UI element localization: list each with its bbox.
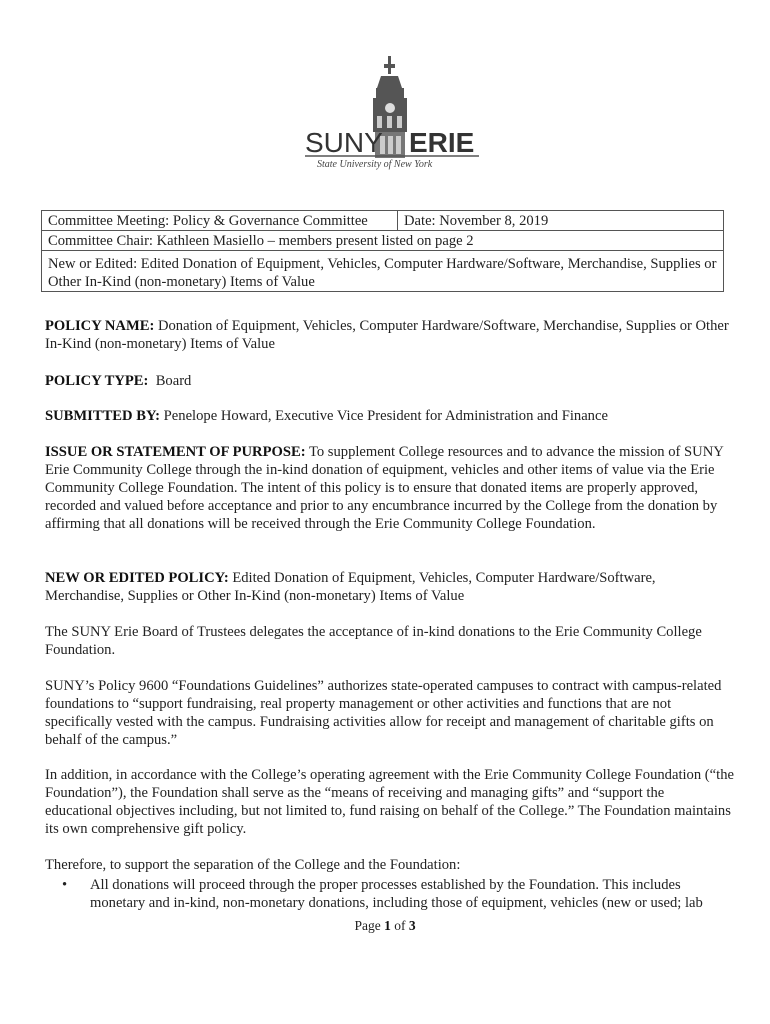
of-word: of	[390, 918, 409, 933]
paragraph-suny-policy	[45, 677, 735, 749]
logo-right-text: ERIE	[409, 127, 475, 158]
new-or-edited-policy-value: Edited Donation of Equipment, Vehicles, Computer Hardware/Software, Merchandise, Supplies or Other In-Kind (non-monetary) Items of Value	[45, 570, 656, 604]
committee-chair-cell: Committee Chair: Kathleen Masiello – members present listed on page 2	[42, 231, 724, 251]
committee-info-table	[41, 210, 724, 292]
new-or-edited-cell: New or Edited: Edited Donation of Equipment, Vehicles, Computer Hardware/Software, Merchandise, Supplies or Other In-Kind (non-monetary) Items of Value	[42, 251, 724, 292]
policy-type-label: POLICY TYPE:	[45, 373, 149, 389]
page-number	[0, 917, 770, 935]
paragraph-text: Therefore, to support the separation of the College and the Foundation:	[45, 857, 461, 873]
submitted-by-label: SUBMITTED BY:	[45, 408, 161, 424]
paragraph-operating-agreement	[45, 766, 735, 838]
committee-meeting-cell: Committee Meeting: Policy & Governance Committee	[42, 211, 398, 231]
policy-name-label: POLICY NAME:	[45, 318, 155, 334]
new-or-edited-policy-label: NEW OR EDITED POLICY:	[45, 570, 229, 586]
meeting-date-cell: Date: November 8, 2019	[398, 211, 724, 231]
paragraph-text: In addition, in accordance with the College’s operating agreement with the Erie Community College Foundation (“the Foundation”), the Foundation shall serve as the “means of receiving and managing gifts” and “support the educational objectives including, but not limited to, fund raising on behalf of the College.” The Foundation maintains its own comprehensive gift policy.	[45, 767, 734, 837]
policy-type-value: Board	[148, 373, 192, 389]
issue-label: ISSUE OR STATEMENT OF PURPOSE:	[45, 444, 306, 460]
submitted-by-value: Penelope Howard, Executive Vice President for Administration and Finance	[160, 408, 608, 424]
logo-tagline: State University of New York	[317, 159, 433, 170]
paragraph-therefore	[45, 856, 735, 874]
page-current: 1	[384, 918, 391, 933]
paragraph-board-delegation	[45, 623, 735, 659]
list-item	[62, 876, 732, 912]
paragraph-text: SUNY’s Policy 9600 “Foundations Guidelines” authorizes state-operated campuses to contract with campus-related foundations to “support fundraising, real property management or other activities and functions that are not specifically vested with the campus. Fundraising activities allow for receipt and management of charitable gifts on behalf of the campus.”	[45, 678, 722, 748]
issue-value: To supplement College resources and to advance the mission of SUNY Erie Community College through the in-kind donation of equipment, vehicles and other items of value via the Erie Community College Foundation. The intent of this policy is to ensure that donated items are properly approved, recorded and valued before acceptance and prior to any encumbrance incurred by the College from the donation by affirming that all donations will be received through the Erie Community College Foundation.	[45, 444, 724, 532]
logo-left-text: SUNY	[305, 127, 383, 158]
paragraph-text: The SUNY Erie Board of Trustees delegates the acceptance of in-kind donations to the Erie Community College Foundation.	[45, 624, 702, 658]
issue-section	[45, 443, 735, 533]
page-total: 3	[408, 918, 416, 933]
list-item-text: All donations will proceed through the proper processes established by the Foundation. This includes monetary and in-kind, non-monetary donations, including those of equipment, vehicles (new or used; lab	[90, 877, 703, 911]
suny-erie-logo	[303, 54, 483, 170]
policy-name-value: Donation of Equipment, Vehicles, Computer Hardware/Software, Merchandise, Supplies or Other In-Kind (non-monetary) Items of Value	[45, 318, 729, 352]
bullet-icon: •	[62, 877, 68, 893]
policy-type-section	[45, 372, 735, 390]
page-word: Page	[354, 918, 385, 933]
policy-name-section	[45, 317, 735, 353]
submitted-by-section	[45, 407, 735, 425]
new-or-edited-policy-section	[45, 569, 735, 605]
